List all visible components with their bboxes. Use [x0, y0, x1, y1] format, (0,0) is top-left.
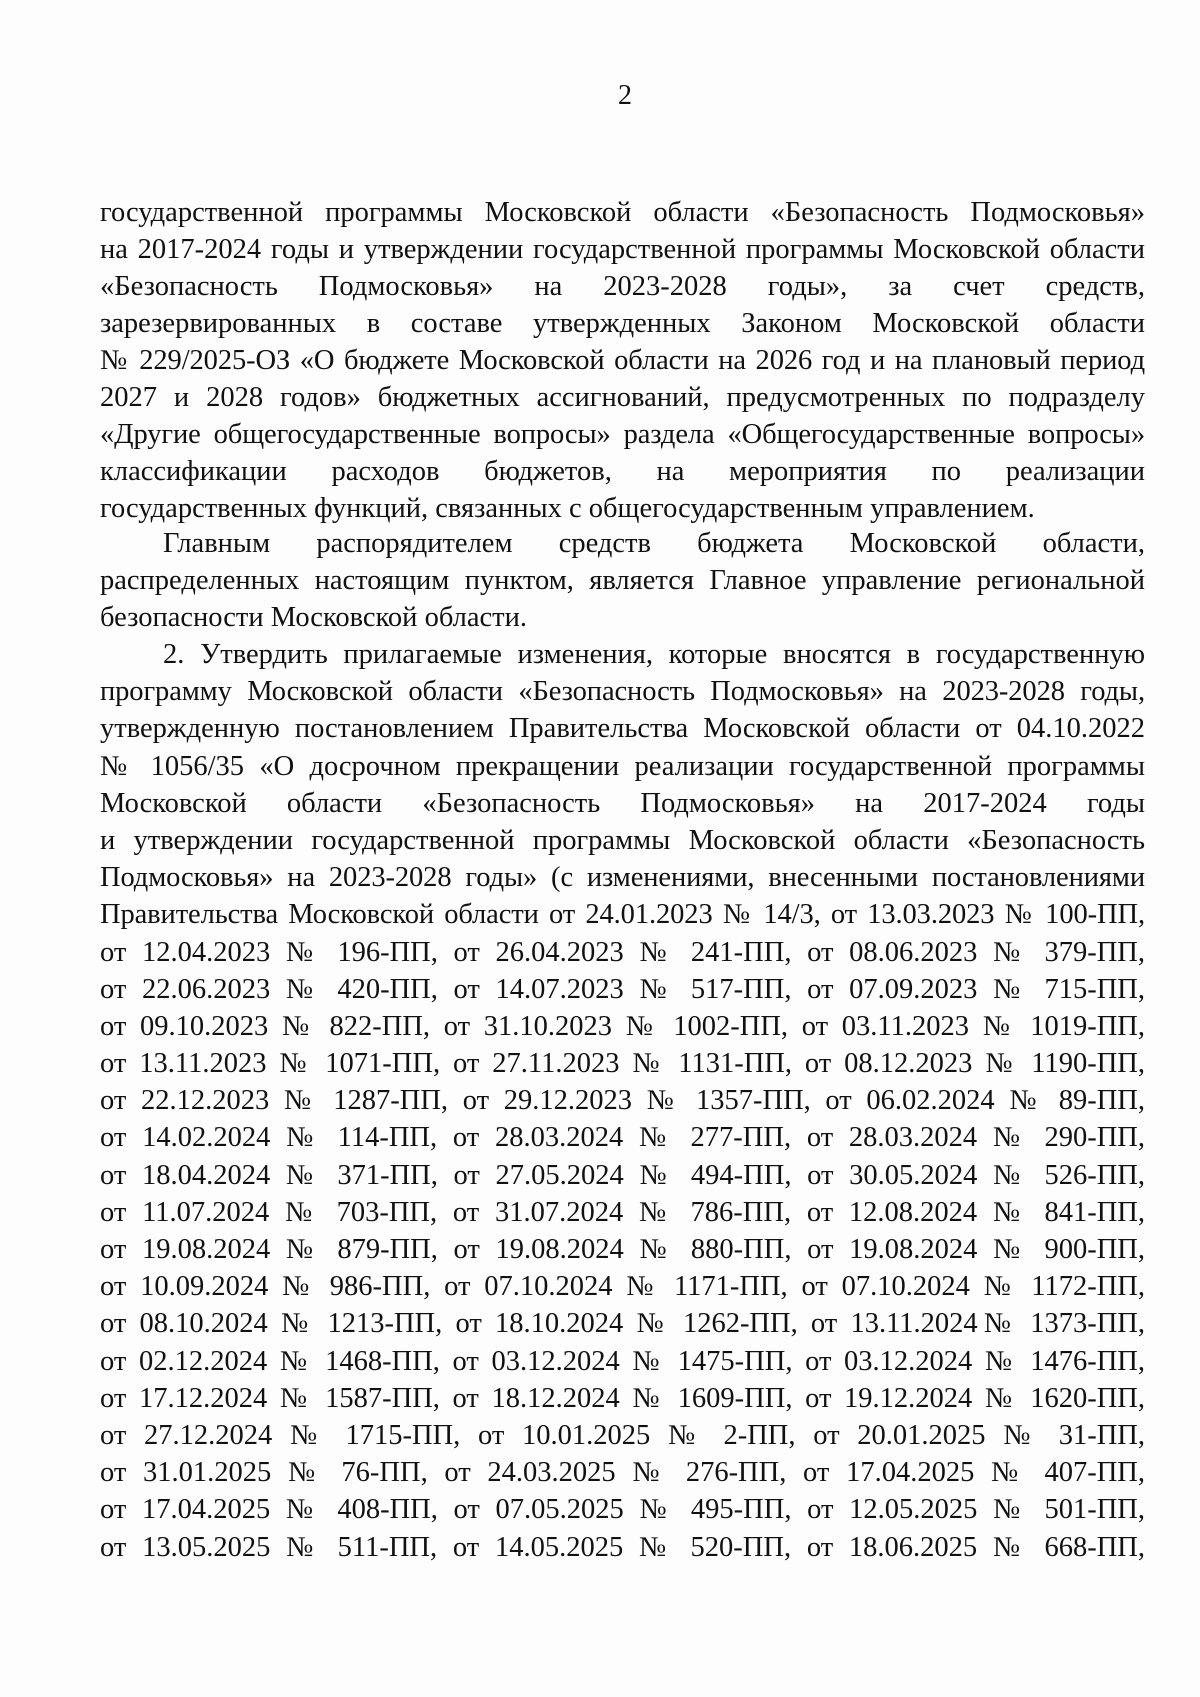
text-line: № 229/2025-ОЗ «О бюджете Московской области на 2026 год и на плановый период — [100, 345, 1145, 376]
text-line: распределенных настоящим пунктом, является Главное управление региональной — [100, 565, 1145, 596]
text-line — [100, 1566, 1145, 1603]
text-line: безопасности Московской области. — [100, 602, 527, 633]
text-line: от 08.10.2024 № 1213-ПП, от 18.10.2024 № 1262-ПП, от 13.11.2024№ 1373-ПП, — [100, 1308, 1145, 1340]
text-line: 2. Утвердить прилагаемые изменения, которые вносятся в государственную — [163, 639, 1145, 670]
text-line: от 19.08.2024 № 879-ПП, от 19.08.2024 № 880-ПП, от 19.08.2024 № 900-ПП, — [100, 1234, 1145, 1265]
text-line: Подмосковья» на 2023-2028 годы» (с изменениями, внесенными постановлениями — [100, 862, 1145, 894]
text-line: от 13.11.2023 № 1071-ПП, от 27.11.2023 № 1131-ПП, от 08.12.2023 № 1190-ПП, — [100, 1048, 1145, 1080]
text-line: «Безопасность Подмосковья» на 2023-2028 годы», за счет средств, — [100, 271, 1145, 302]
text-line: утвержденную постановлением Правительства Московской области от 04.10.2022 — [100, 713, 1145, 745]
text-line: «Другие общегосударственные вопросы» раздела «Общегосударственные вопросы» — [100, 419, 1145, 450]
paragraph-chief-administrator — [100, 525, 1145, 636]
text-line: от 18.04.2024 № 371-ПП, от 27.05.2024 № 494-ПП, от 30.05.2024 № 526-ПП, — [100, 1159, 1145, 1191]
text-line: и утверждении государственной программы Московской области «Безопасность — [100, 824, 1145, 856]
text-line: 2027 и 2028 годов» бюджетных ассигнований, предусмотренных по подразделу — [100, 382, 1145, 413]
text-line: классификации расходов бюджетов, на мероприятия по реализации — [100, 456, 1145, 487]
page-number: 2 — [618, 80, 632, 111]
text-line: зарезервированных в составе утвержденных Законом Московской области — [100, 308, 1145, 339]
text-line: от 12.04.2023 № 196-ПП, от 26.04.2023 № 241-ПП, от 08.06.2023 № 379-ПП, — [100, 936, 1145, 968]
text-line: от 27.12.2024 № 1715-ПП, от 10.01.2025 № 2-ПП, от 20.01.2025 № 31-ПП, — [100, 1419, 1145, 1451]
text-line: от 10.09.2024 № 986-ПП, от 07.10.2024 № 1171-ПП, от 07.10.2024 № 1172-ПП, — [100, 1271, 1145, 1303]
text-line: от 09.10.2023 № 822-ПП, от 31.10.2023 № 1002-ПП, от 03.11.2023 № 1019-ПП, — [100, 1010, 1145, 1042]
text-line: Правительства Московской области от 24.01.2023 № 14/3, от 13.03.2023 № 100-ПП, — [100, 899, 1145, 931]
text-line: государственных функций, связанных с общегосударственным управлением. — [100, 493, 1035, 524]
text-line: государственной программы Московской области «Безопасность Подмосковья» — [100, 197, 1145, 228]
text-line: Главным распорядителем средств бюджета Московской области, — [163, 528, 1145, 559]
text-line: от 22.12.2023 № 1287-ПП, от 29.12.2023 № 1357-ПП, от 06.02.2024 № 89-ПП, — [100, 1085, 1145, 1117]
paragraph-budget-allocation — [100, 194, 1145, 527]
text-line: от 02.12.2024 № 1468-ПП, от 03.12.2024 № 1475-ПП, от 03.12.2024 № 1476-ПП, — [100, 1345, 1145, 1377]
text-line: от 17.04.2025 № 408-ПП, от 07.05.2025 № 495-ПП, от 12.05.2025 № 501-ПП, — [100, 1494, 1145, 1526]
text-line: от 17.12.2024 № 1587-ПП, от 18.12.2024 № 1609-ПП, от 19.12.2024 № 1620-ПП, — [100, 1382, 1145, 1414]
text-line: на 2017-2024 годы и утверждении государственной программы Московской области — [100, 234, 1145, 265]
paragraph-approve-changes — [100, 636, 1145, 1603]
text-line: от 11.07.2024 № 703-ПП, от 31.07.2024 № 786-ПП, от 12.08.2024 № 841-ПП, — [100, 1196, 1145, 1228]
text-line: программу Московской области «Безопасность Подмосковья» на 2023-2028 годы, — [100, 676, 1145, 708]
text-line: от 31.01.2025 № 76-ПП, от 24.03.2025 № 276-ПП, от 17.04.2025 № 407-ПП, — [100, 1457, 1145, 1489]
text-line: от 22.06.2023 № 420-ПП, от 14.07.2023 № 517-ПП, от 07.09.2023 № 715-ПП, — [100, 973, 1145, 1005]
text-line: Московской области «Безопасность Подмосковья» на 2017-2024 годы — [100, 787, 1145, 819]
text-line: от 14.02.2024 № 114-ПП, от 28.03.2024 № 277-ПП, от 28.03.2024 № 290-ПП, — [100, 1122, 1145, 1154]
text-line: от 13.05.2025 № 511-ПП, от 14.05.2025 № 520-ПП, от 18.06.2025 № 668-ПП, — [100, 1531, 1145, 1563]
text-line: № 1056/35 «О досрочном прекращении реализации государственной программы — [100, 750, 1145, 782]
